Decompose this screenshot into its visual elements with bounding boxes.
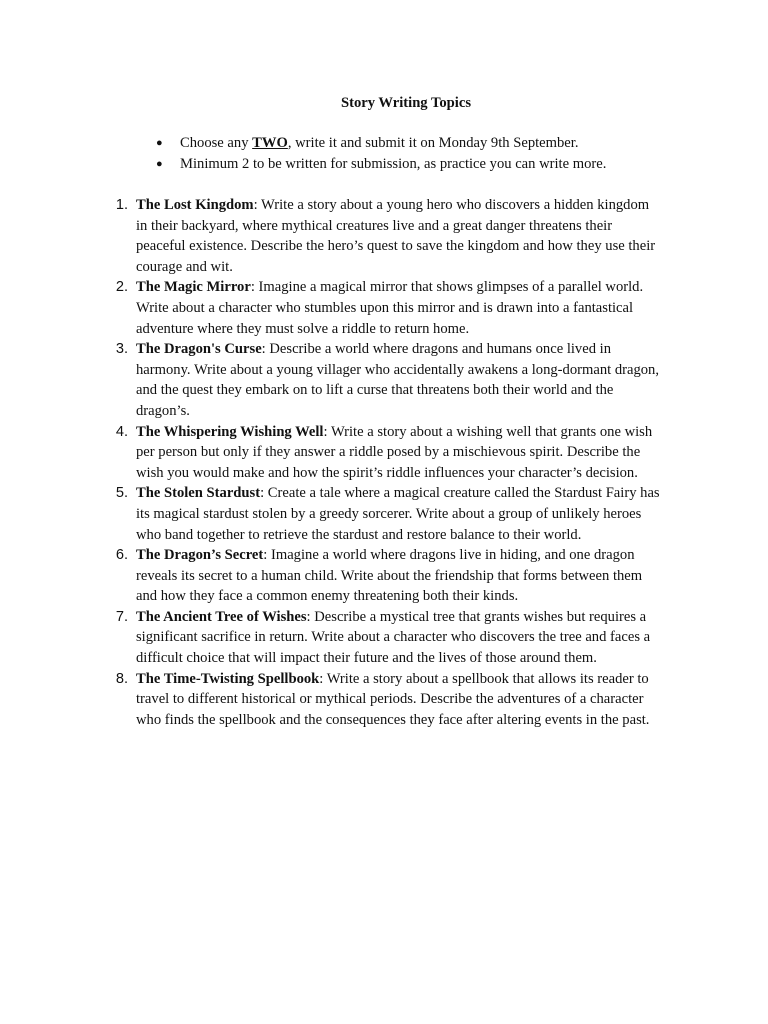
topic-text: its magical stardust stolen by a greedy sorcerer. Write about a group of unlikely heroes — [136, 505, 642, 522]
instruction-item — [156, 154, 606, 175]
topic-title: The Dragon’s Secret — [136, 547, 264, 564]
topic-line — [136, 566, 680, 587]
topic-text: who band together to retrieve the stardust and restore balance to their world. — [136, 526, 582, 543]
topic-text: difficult choice that will impact their future and the lives of those around them. — [136, 650, 597, 667]
topic-number: 3. — [115, 341, 128, 358]
topic-item — [110, 277, 680, 339]
topic-text: courage and wit. — [136, 258, 233, 275]
topic-text: per person but only if they answer a riddle posed by a mischievous spirit. Describe the — [136, 444, 641, 461]
topic-text: and how they face a common enemy threatening both their kinds. — [136, 588, 519, 605]
topic-text: : Imagine a magical mirror that shows glimpses of a parallel world. — [250, 279, 644, 296]
topic-line — [136, 586, 680, 607]
topic-line — [136, 236, 680, 257]
topic-title: The Lost Kingdom — [136, 197, 254, 213]
topic-line — [136, 298, 680, 319]
topic-text: significant sacrifice in return. Write about a character who discovers the tree and faces a — [136, 629, 651, 646]
topic-text: adventure where they must solve a riddle to return home. — [136, 320, 470, 337]
bullet-icon: ● — [156, 157, 163, 170]
topic-number: 1. — [115, 197, 128, 213]
topic-item — [110, 669, 680, 731]
topic-line — [136, 669, 680, 690]
instruction-text-after: , write it and submit it on Monday 9th September. — [287, 135, 579, 151]
topic-number: 5. — [115, 485, 128, 502]
topic-line — [136, 648, 680, 669]
topic-title: The Magic Mirror — [136, 279, 251, 296]
topic-item — [110, 422, 680, 484]
topic-line — [136, 627, 680, 648]
topic-item — [110, 339, 680, 421]
topic-item — [110, 545, 680, 607]
topic-line — [136, 257, 680, 278]
topic-line — [136, 360, 680, 381]
topic-item — [110, 483, 680, 545]
topic-line — [136, 504, 680, 525]
topic-line — [136, 607, 680, 628]
topic-line — [136, 422, 680, 443]
instructions-list — [156, 133, 606, 174]
topic-line — [136, 401, 680, 422]
topic-number: 2. — [115, 279, 128, 296]
instruction-emphasis: TWO — [252, 135, 288, 151]
topic-line — [136, 195, 680, 216]
topic-line — [136, 525, 680, 546]
topic-text: travel to different historical or mythical periods. Describe the adventures of a character — [136, 691, 644, 708]
topic-item — [110, 607, 680, 669]
topic-text: peaceful existence. Describe the hero’s quest to save the kingdom and how they use their — [136, 238, 656, 255]
topic-text: : Write a story about a young hero who discovers a hidden kingdom — [253, 197, 650, 213]
topic-number: 6. — [115, 547, 128, 564]
topic-text: harmony. Write about a young villager who accidentally awakens a long-dormant dragon, — [136, 361, 660, 378]
topic-text: wish you would make and how the spirit’s riddle influences your character’s decision. — [136, 464, 638, 481]
topic-text: : Describe a mystical tree that grants wishes but requires a — [306, 608, 647, 625]
instruction-text-before: Choose any — [180, 135, 253, 151]
topic-line — [136, 216, 680, 237]
topic-text: in their backyard, where mythical creatures live and a great danger threatens their — [136, 217, 613, 234]
topics-list — [110, 195, 680, 730]
bullet-icon: ● — [156, 137, 163, 149]
page-title: Story Writing Topics — [340, 95, 472, 111]
topic-text: dragon’s. — [136, 402, 190, 419]
topic-number: 7. — [115, 608, 128, 625]
topic-text: Write about a character who stumbles upon this mirror and is drawn into a fantastical — [136, 299, 634, 316]
topic-text: who finds the spellbook and the consequences they face after altering events in the past. — [136, 711, 650, 728]
topic-text: : Create a tale where a magical creature called the Stardust Fairy has — [260, 485, 660, 502]
topic-line — [136, 442, 680, 463]
topic-text: : Describe a world where dragons and humans once lived in — [261, 341, 612, 358]
topic-text: and the quest they embark on to lift a curse that threatens both their world and the — [136, 382, 614, 399]
topic-line — [136, 545, 680, 566]
topic-number: 8. — [115, 670, 128, 687]
topic-line — [136, 483, 680, 504]
topic-title: The Whispering Wishing Well — [136, 423, 324, 440]
topic-line — [136, 277, 680, 298]
topic-line — [136, 339, 680, 360]
topic-text: reveals its secret to a human child. Write about the friendship that forms between them — [136, 567, 643, 584]
topic-line — [136, 710, 680, 731]
topic-text: : Write a story about a wishing well that grants one wish — [323, 423, 653, 440]
topic-line — [136, 319, 680, 340]
topic-title: The Ancient Tree of Wishes — [136, 608, 307, 625]
topic-line — [136, 463, 680, 484]
topic-text: : Imagine a world where dragons live in hiding, and one dragon — [263, 547, 635, 564]
topic-number: 4. — [115, 423, 128, 440]
topic-title: The Dragon's Curse — [136, 341, 262, 358]
topic-title: The Stolen Stardust — [136, 485, 261, 502]
topic-item — [110, 195, 680, 277]
instruction-text: Minimum 2 to be written for submission, as practice you can write more. — [180, 155, 607, 172]
topic-line — [136, 689, 680, 710]
topic-line — [136, 380, 680, 401]
topic-text: : Write a story about a spellbook that allows its reader to — [319, 670, 649, 687]
topic-title: The Time-Twisting Spellbook — [136, 670, 320, 687]
instruction-item — [156, 133, 606, 154]
